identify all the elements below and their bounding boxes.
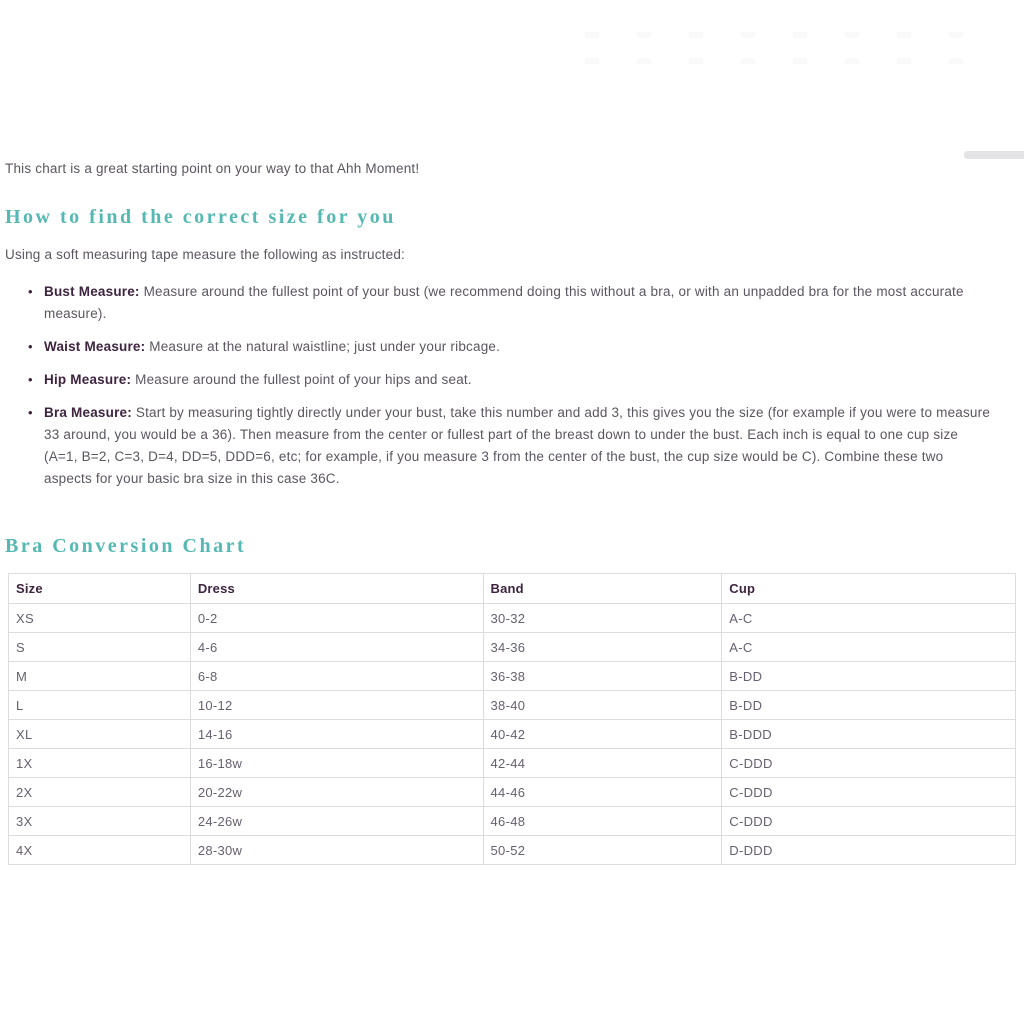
column-header-cup: Cup [722,574,1016,604]
column-header-dress: Dress [190,574,483,604]
measure-list-item [28,336,994,358]
cell-band: 50-52 [483,836,722,865]
cell-size: M [9,662,191,691]
faded-header-row [585,32,1020,38]
cell-size: 2X [9,778,191,807]
cell-cup: D-DDD [722,836,1016,865]
cell-cup: C-DDD [722,749,1016,778]
table-row [9,691,1016,720]
cell-cup: A-C [722,633,1016,662]
cell-band: 38-40 [483,691,722,720]
cell-size: 3X [9,807,191,836]
cell-size: 4X [9,836,191,865]
cell-band: 46-48 [483,807,722,836]
cell-band: 44-46 [483,778,722,807]
measure-instructions-list [28,281,994,501]
column-header-band: Band [483,574,722,604]
cell-cup: B-DD [722,691,1016,720]
cell-dress: 4-6 [190,633,483,662]
table-row [9,604,1016,633]
table-row [9,807,1016,836]
cell-band: 30-32 [483,604,722,633]
bullet-label: Waist Measure: [44,339,146,354]
cell-size: S [9,633,191,662]
cell-cup: C-DDD [722,778,1016,807]
cell-dress: 6-8 [190,662,483,691]
cell-dress: 0-2 [190,604,483,633]
measure-list-item [28,281,994,325]
bullet-label: Bust Measure: [44,284,140,299]
cell-size: XS [9,604,191,633]
table-row [9,836,1016,865]
conversion-chart-heading: Bra Conversion Chart [5,535,247,557]
measure-list-item [28,402,994,490]
cell-dress: 20-22w [190,778,483,807]
cell-band: 42-44 [483,749,722,778]
table-row [9,633,1016,662]
table-row [9,749,1016,778]
bullet-label: Bra Measure: [44,405,132,420]
cell-cup: A-C [722,604,1016,633]
bullet-text: Measure around the fullest point of your bust (we recommend doing this without a bra, or with an unpadded bra for the most accurate measure). [44,284,964,321]
scrollbar-thumb[interactable] [964,151,1024,159]
bullet-text: Start by measuring tightly directly under your bust, take this number and add 3, this gives you the size (for example if you were to measure 33 around, you would be a 36). Then measure from the center or fullest part of the breast down to under the bust. Each inch is equal to one cup size (A=1, B=2, C=3, D=4, DD=5, DDD=6, etc; for example, if you measure 3 from the center of the bust, the cup size would be C). Combine these two aspects for your basic bra size in this case 36C. [44,405,991,486]
measuring-lead-text: Using a soft measuring tape measure the following as instructed: [5,247,406,262]
table-row [9,662,1016,691]
bullet-label: Hip Measure: [44,372,132,387]
bullet-text: Measure at the natural waistline; just under your ribcage. [145,339,501,354]
cell-band: 40-42 [483,720,722,749]
cell-band: 34-36 [483,633,722,662]
cell-band: 36-38 [483,662,722,691]
cell-size: L [9,691,191,720]
faded-header-artifacts [585,30,1020,70]
measure-list-item [28,369,994,391]
column-header-size: Size [9,574,191,604]
cell-dress: 28-30w [190,836,483,865]
table-header-row [9,574,1016,604]
cell-cup: B-DD [722,662,1016,691]
faded-header-row [585,58,1020,64]
cell-dress: 10-12 [190,691,483,720]
bra-conversion-table [8,573,1016,865]
cell-cup: C-DDD [722,807,1016,836]
cell-dress: 24-26w [190,807,483,836]
cell-size: XL [9,720,191,749]
bullet-text: Measure around the fullest point of your hips and seat. [131,372,472,387]
measuring-section-heading: How to find the correct size for you [5,206,396,228]
cell-dress: 16-18w [190,749,483,778]
cell-cup: B-DDD [722,720,1016,749]
cell-size: 1X [9,749,191,778]
table-row [9,778,1016,807]
cell-dress: 14-16 [190,720,483,749]
intro-text: This chart is a great starting point on your way to that Ahh Moment! [5,161,420,176]
table-row [9,720,1016,749]
